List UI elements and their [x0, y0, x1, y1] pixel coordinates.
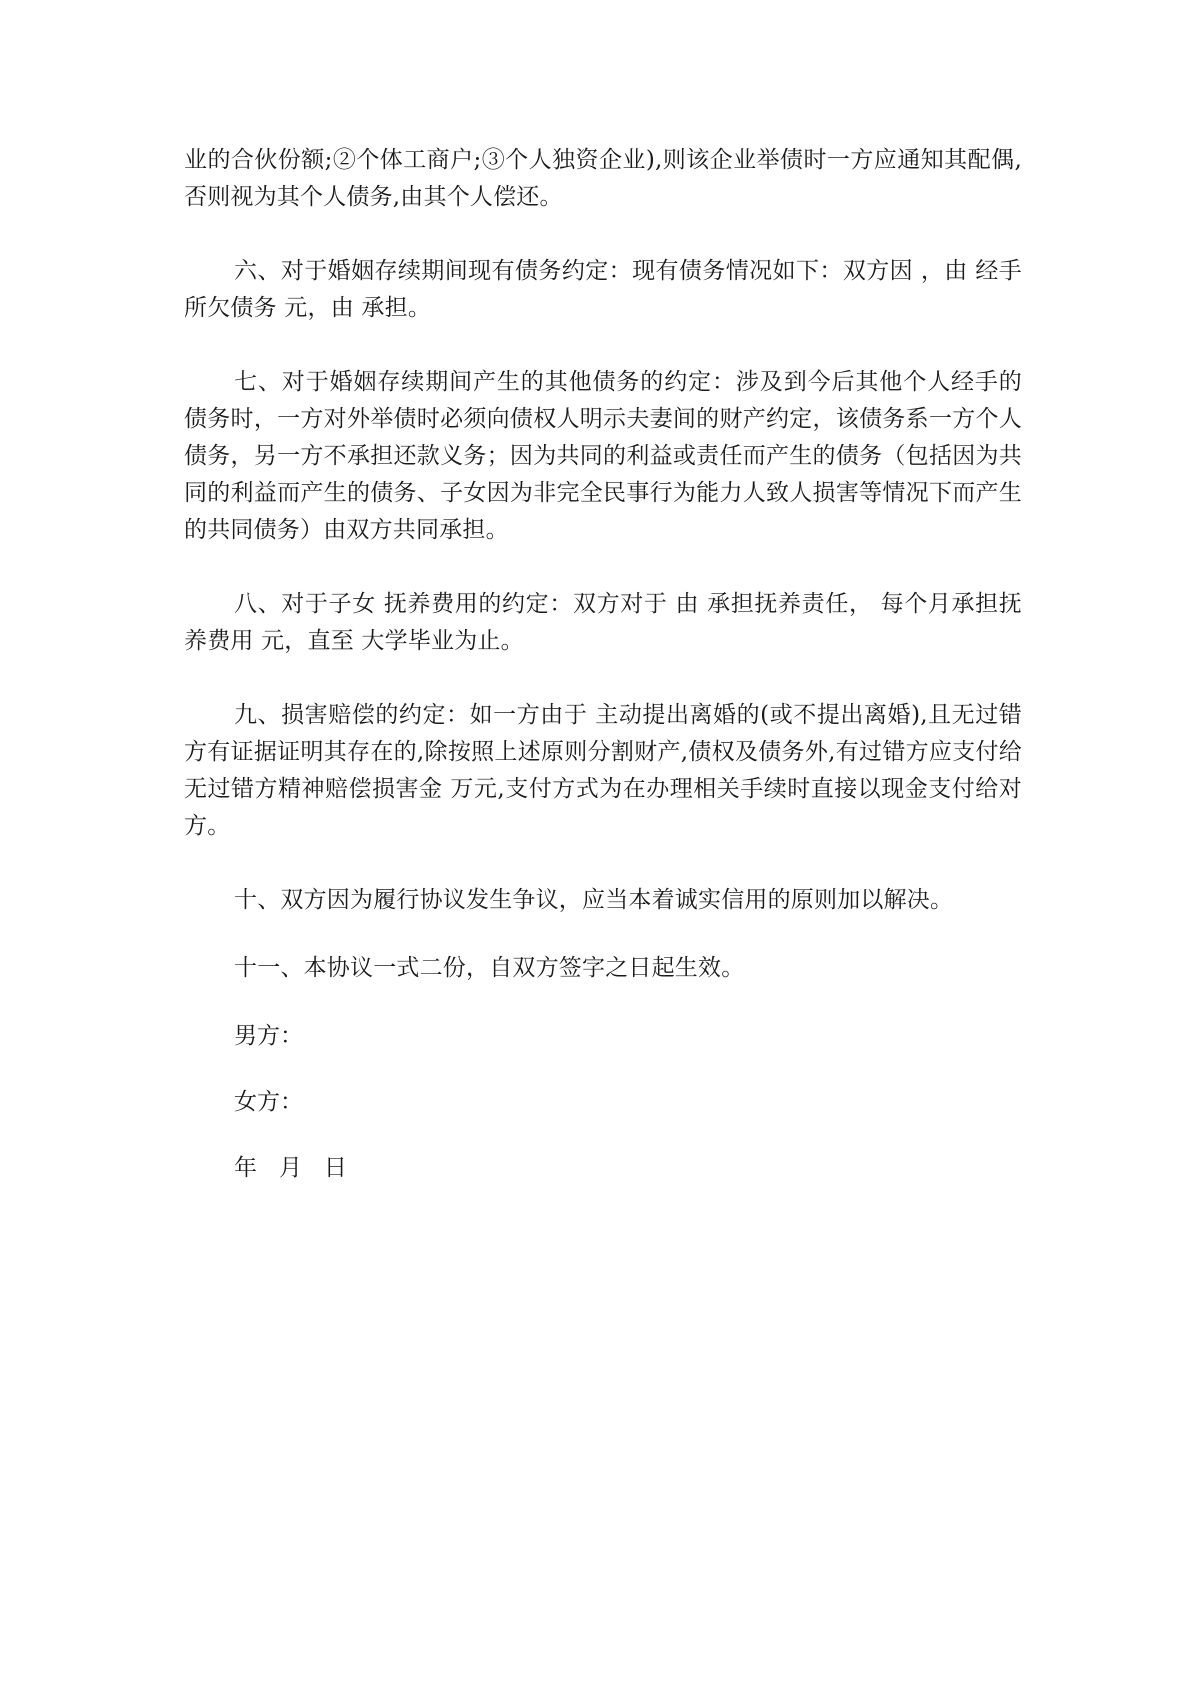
paragraph-clause-6: 六、对于婚姻存续期间现有债务约定：现有债务情况如下：双方因 ，由 经手所欠债务 元，由 承担。 [184, 258, 1022, 321]
paragraph-clause-11: 十一、本协议一式二份，自双方签字之日起生效。 [234, 955, 745, 981]
date-year-label: 年 [234, 1155, 257, 1181]
male-signature-label: 男方： [234, 1023, 303, 1049]
date-month-label: 月 [278, 1155, 302, 1181]
document-body [184, 142, 1022, 1187]
date-day-label: 日 [323, 1155, 347, 1181]
paragraph-clause-7: 七、对于婚姻存续期间产生的其他债务的约定：涉及到今后其他个人经手的债务时，一方对外举债时必须向债权人明示夫妻间的财产约定，该债务系一方个人债务，另一方不承担还款义务；因为共同的利益或责任而产生的债务（包括因为共同的利益而产生的债务、子女因为非完全民事行为能力人致人损害等情况下而产生的共同债务）由双方共同承担。 [184, 369, 1022, 543]
paragraph-clause-8: 八、对于子女 抚养费用的约定：双方对于 由 承担抚养责任， 每个月承担抚养费用 元，直至 大学毕业为止。 [184, 591, 1022, 654]
paragraph-clause-9: 九、损害赔偿的约定：如一方由于 主动提出离婚的(或不提出离婚),且无过错方有证据证明其存在的,除按照上述原则分割财产,债权及债务外,有过错方应支付给无过错方精神赔偿损害金 万元,支付方式为在办理相关手续时直接以现金支付给对方。 [184, 702, 1022, 839]
paragraph-clause-10: 十、双方因为履行协议发生争议，应当本着诚实信用的原则加以解决。 [234, 887, 954, 913]
paragraph-continuation: 业的合伙份额;②个体工商户;③个人独资企业),则该企业举债时一方应通知其配偶,否则视为其个人债务,由其个人偿还。 [184, 147, 1022, 210]
signing-date-line [234, 1150, 1022, 1187]
female-signature-label: 女方： [234, 1089, 303, 1115]
